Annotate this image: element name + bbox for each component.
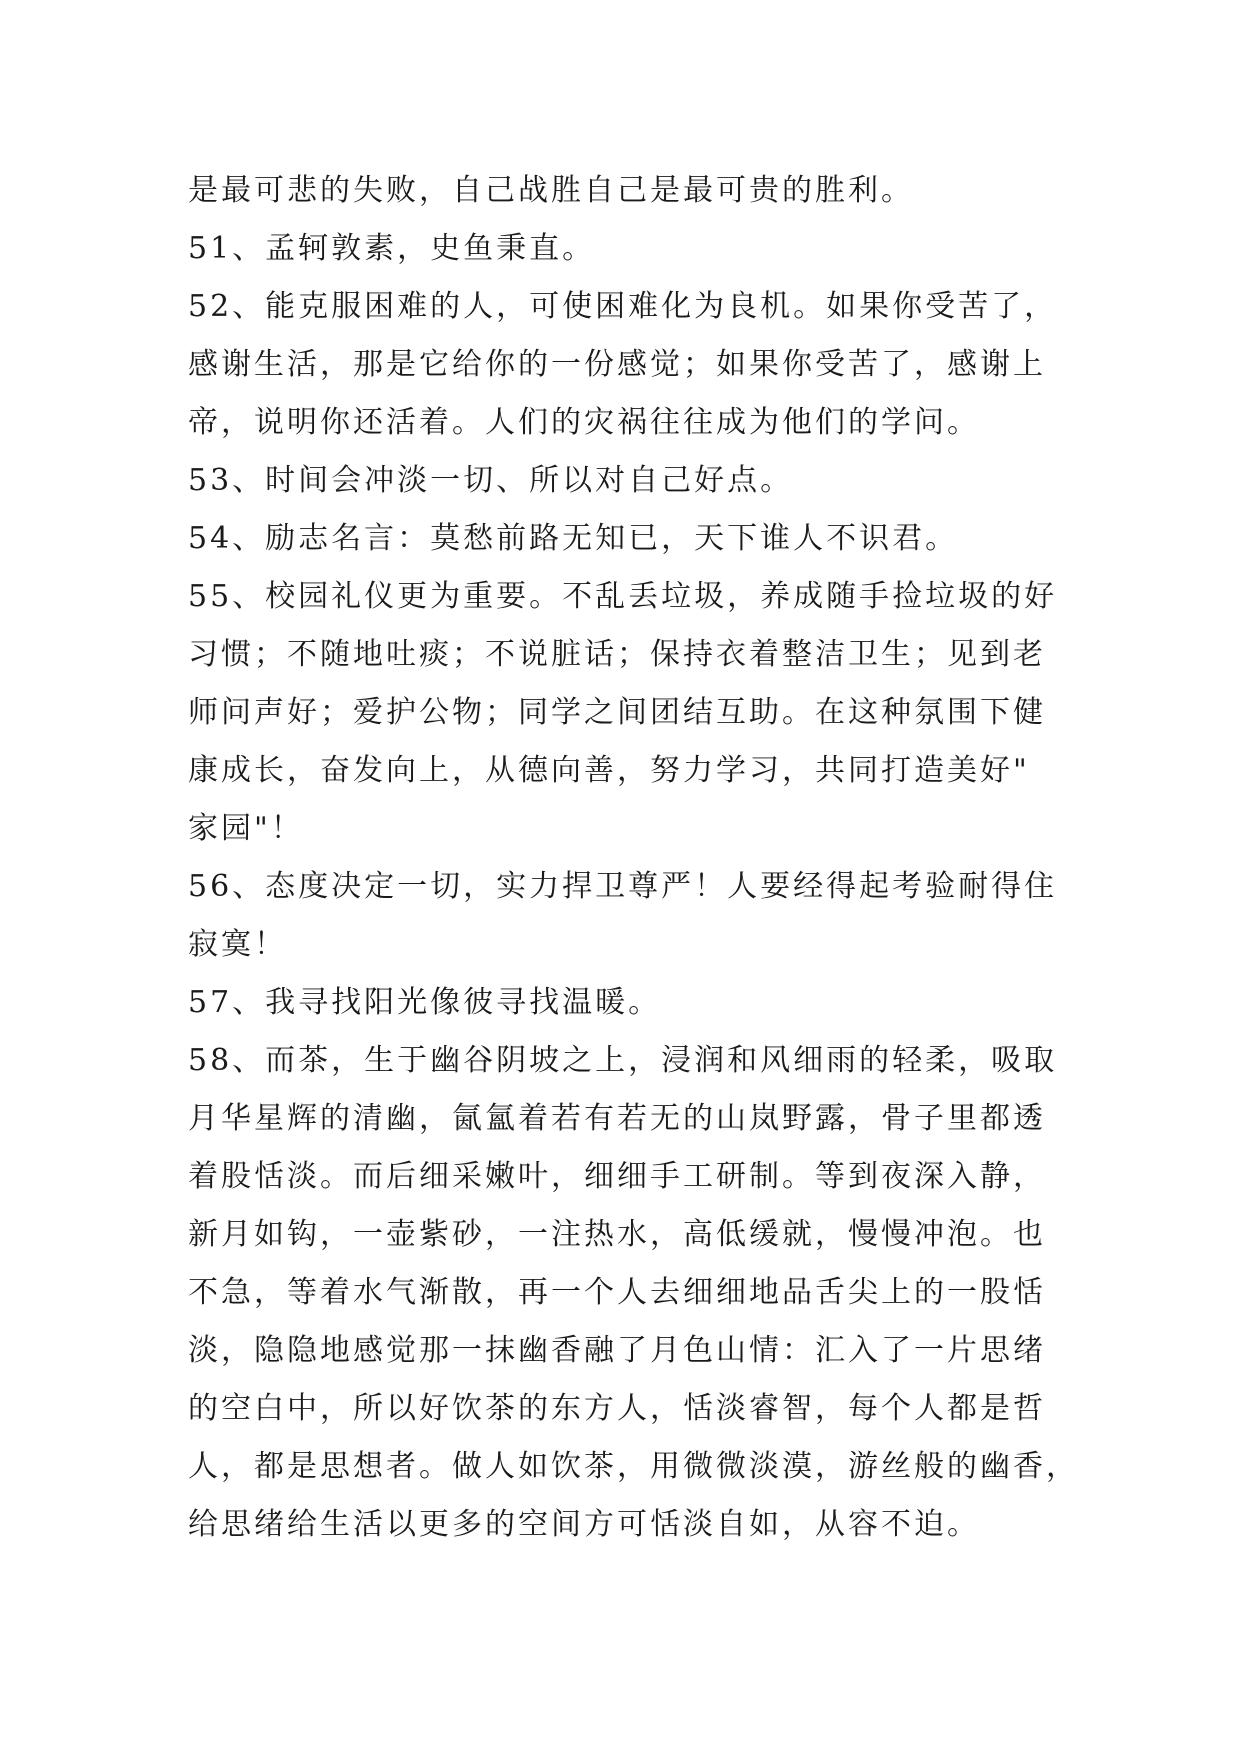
- text-line: 给思绪给生活以更多的空间方可恬淡自如，从容不迫。: [188, 1507, 980, 1542]
- text-line: 着股恬淡。而后细采嫩叶，细细手工研制。等到夜深入静，: [188, 1159, 1046, 1194]
- text-line: 51、孟轲敦素，史鱼秉直。: [188, 231, 596, 266]
- text-line: 师问声好；爱护公物；同学之间团结互助。在这种氛围下健: [188, 695, 1046, 730]
- text-line: 人，都是思想者。做人如饮茶，用微微淡漠，游丝般的幽香，: [188, 1449, 1079, 1484]
- text-line: 习惯；不随地吐痰；不说脏话；保持衣着整洁卫生；见到老: [188, 637, 1046, 672]
- text-line: 53、时间会冲淡一切、所以对自己好点。: [188, 463, 794, 498]
- text-line: 寂寞！: [188, 927, 287, 962]
- text-line: 54、励志名言：莫愁前路无知已，天下谁人不识君。: [188, 521, 959, 556]
- text-line: 的空白中，所以好饮茶的东方人，恬淡睿智，每个人都是哲: [188, 1391, 1046, 1426]
- text-line: 57、我寻找阳光像彼寻找温暖。: [188, 985, 662, 1020]
- document-body: [188, 162, 1088, 1554]
- text-line: 新月如钩，一壶紫砂，一注热水，高低缓就，慢慢冲泡。也: [188, 1217, 1046, 1252]
- text-line: 康成长，奋发向上，从德向善，努力学习，共同打造美好": [188, 753, 1030, 788]
- text-line: 不急，等着水气渐散，再一个人去细细地品舌尖上的一股恬: [188, 1275, 1046, 1310]
- text-line: 家园"！: [188, 811, 304, 846]
- text-line: 58、而茶，生于幽谷阴坡之上，浸润和风细雨的轻柔，吸取: [188, 1043, 1058, 1078]
- text-line: 55、校园礼仪更为重要。不乱丢垃圾，养成随手捡垃圾的好: [188, 579, 1058, 614]
- text-line: 是最可悲的失败，自己战胜自己是最可贵的胜利。: [188, 173, 914, 208]
- text-line: 帝，说明你还活着。人们的灾祸往往成为他们的学问。: [188, 405, 980, 440]
- text-line: 淡，隐隐地感觉那一抹幽香融了月色山情：汇入了一片思绪: [188, 1333, 1046, 1368]
- text-line: 52、能克服困难的人，可使困难化为良机。如果你受苦了，: [188, 289, 1058, 324]
- text-line: 月华星辉的清幽，氤氳着若有若无的山岚野露，骨子里都透: [188, 1101, 1046, 1136]
- text-line: 感谢生活，那是它给你的一份感觉；如果你受苦了，感谢上: [188, 347, 1046, 382]
- text-line: 56、态度决定一切，实力捍卫尊严！人要经得起考验耐得住: [188, 869, 1058, 904]
